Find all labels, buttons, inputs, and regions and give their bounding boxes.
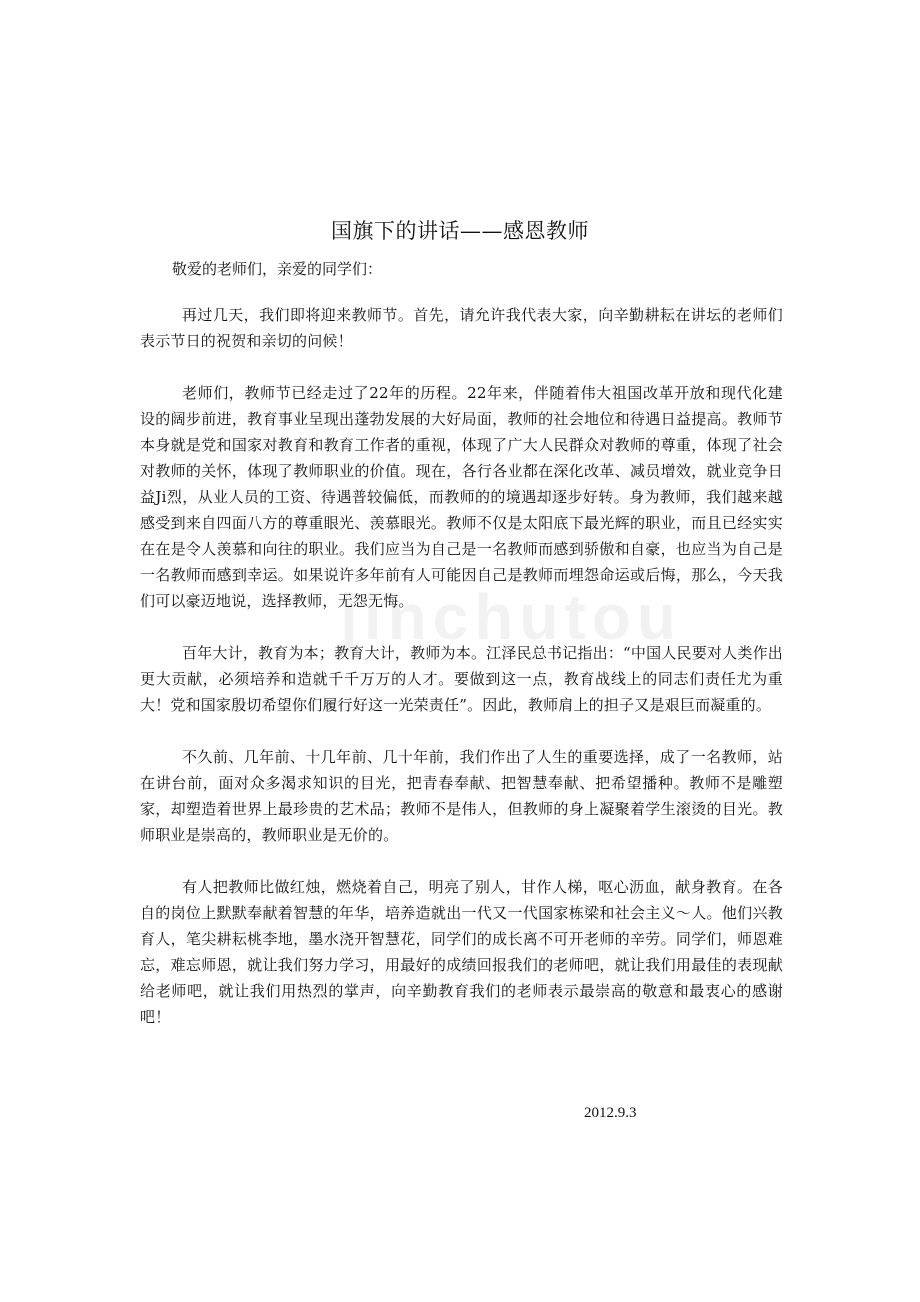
document-date: 2012.9.3 bbox=[584, 1105, 637, 1121]
paragraph-3: 百年大计，教育为本；教育大计，教师为本。江泽民总书记指出：“中国人民要对人类作出更大贡献，必须培养和造就千千万万的人才。要做到这一点，教育战线上的同志们责任尤为重大！党和国家殷切希望你们履行好这一光荣责任”。因此，教师肩上的担子又是艰巨而凝重的。 bbox=[140, 644, 783, 714]
salutation: 敬爱的老师们，亲爱的同学们： bbox=[172, 260, 383, 278]
paragraph-2: 老师们，教师节已经走过了22年的历程。22年来，伴随着伟大祖国改革开放和现代化建设的阔步前进，教育事业呈现出蓬勃发展的大好局面，教师的社会地位和待遇日益提高。教师节本身就是党和国家对教育和教育工作者的重视，体现了广大人民群众对教师的尊重，体现了社会对教师的关怀，体现了教师职业的价值。现在，各行各业都在深化改革、减员增效，就业竞争日益Ji烈，从业人员的工资、待遇普较偏低，而教师的的境遇却逐步好转。身为教师，我们越来越感受到来自四面八方的尊重眼光、羡慕眼光。教师不仅是太阳底下最光辉的职业，而且已经实实在在是令人羡慕和向往的职业。我们应当为自己是一名教师而感到骄傲和自豪，也应当为自己是一名教师而感到幸运。如果说许多年前有人可能因自己是教师而埋怨命运或后悔，那么，今天我们可以豪迈地说，选择教师，无怨无悔。 bbox=[140, 384, 783, 610]
speech-body bbox=[140, 302, 783, 1056]
paragraph-5: 有人把教师比做红烛，燃烧着自己，明亮了别人，甘作人梯，呕心沥血，献身教育。在各自的岗位上默默奉献着智慧的年华，培养造就出一代又一代国家栋梁和社会主义～人。他们兴教育人，笔尖耕耘桃李地，墨水浇开智慧花，同学们的成长离不可开老师的辛劳。同学们，师恩难忘，难忘师恩，就让我们努力学习，用最好的成绩回报我们的老师吧，就让我们用最佳的表现献给老师吧，就让我们用热烈的掌声，向辛勤教育我们的老师表示最崇高的敬意和最衷心的感谢吧！ bbox=[140, 878, 783, 1026]
paragraph-1: 再过几天，我们即将迎来教师节。首先，请允许我代表大家，向辛勤耕耘在讲坛的老师们表示节日的祝贺和亲切的问候！ bbox=[140, 306, 783, 350]
watermark-text: jinchutou bbox=[340, 581, 682, 653]
paragraph-4: 不久前、几年前、十几年前、几十年前，我们作出了人生的重要选择，成了一名教师，站在讲台前，面对众多渴求知识的目光，把青春奉献、把智慧奉献、把希望播种。教师不是雕塑家，却塑造着世界上最珍贵的艺术品；教师不是伟人，但教师的身上凝聚着学生滚烫的目光。教师职业是崇高的，教师职业是无价的。 bbox=[140, 748, 783, 844]
document-title: 国旗下的讲话——感恩教师 bbox=[331, 219, 589, 243]
